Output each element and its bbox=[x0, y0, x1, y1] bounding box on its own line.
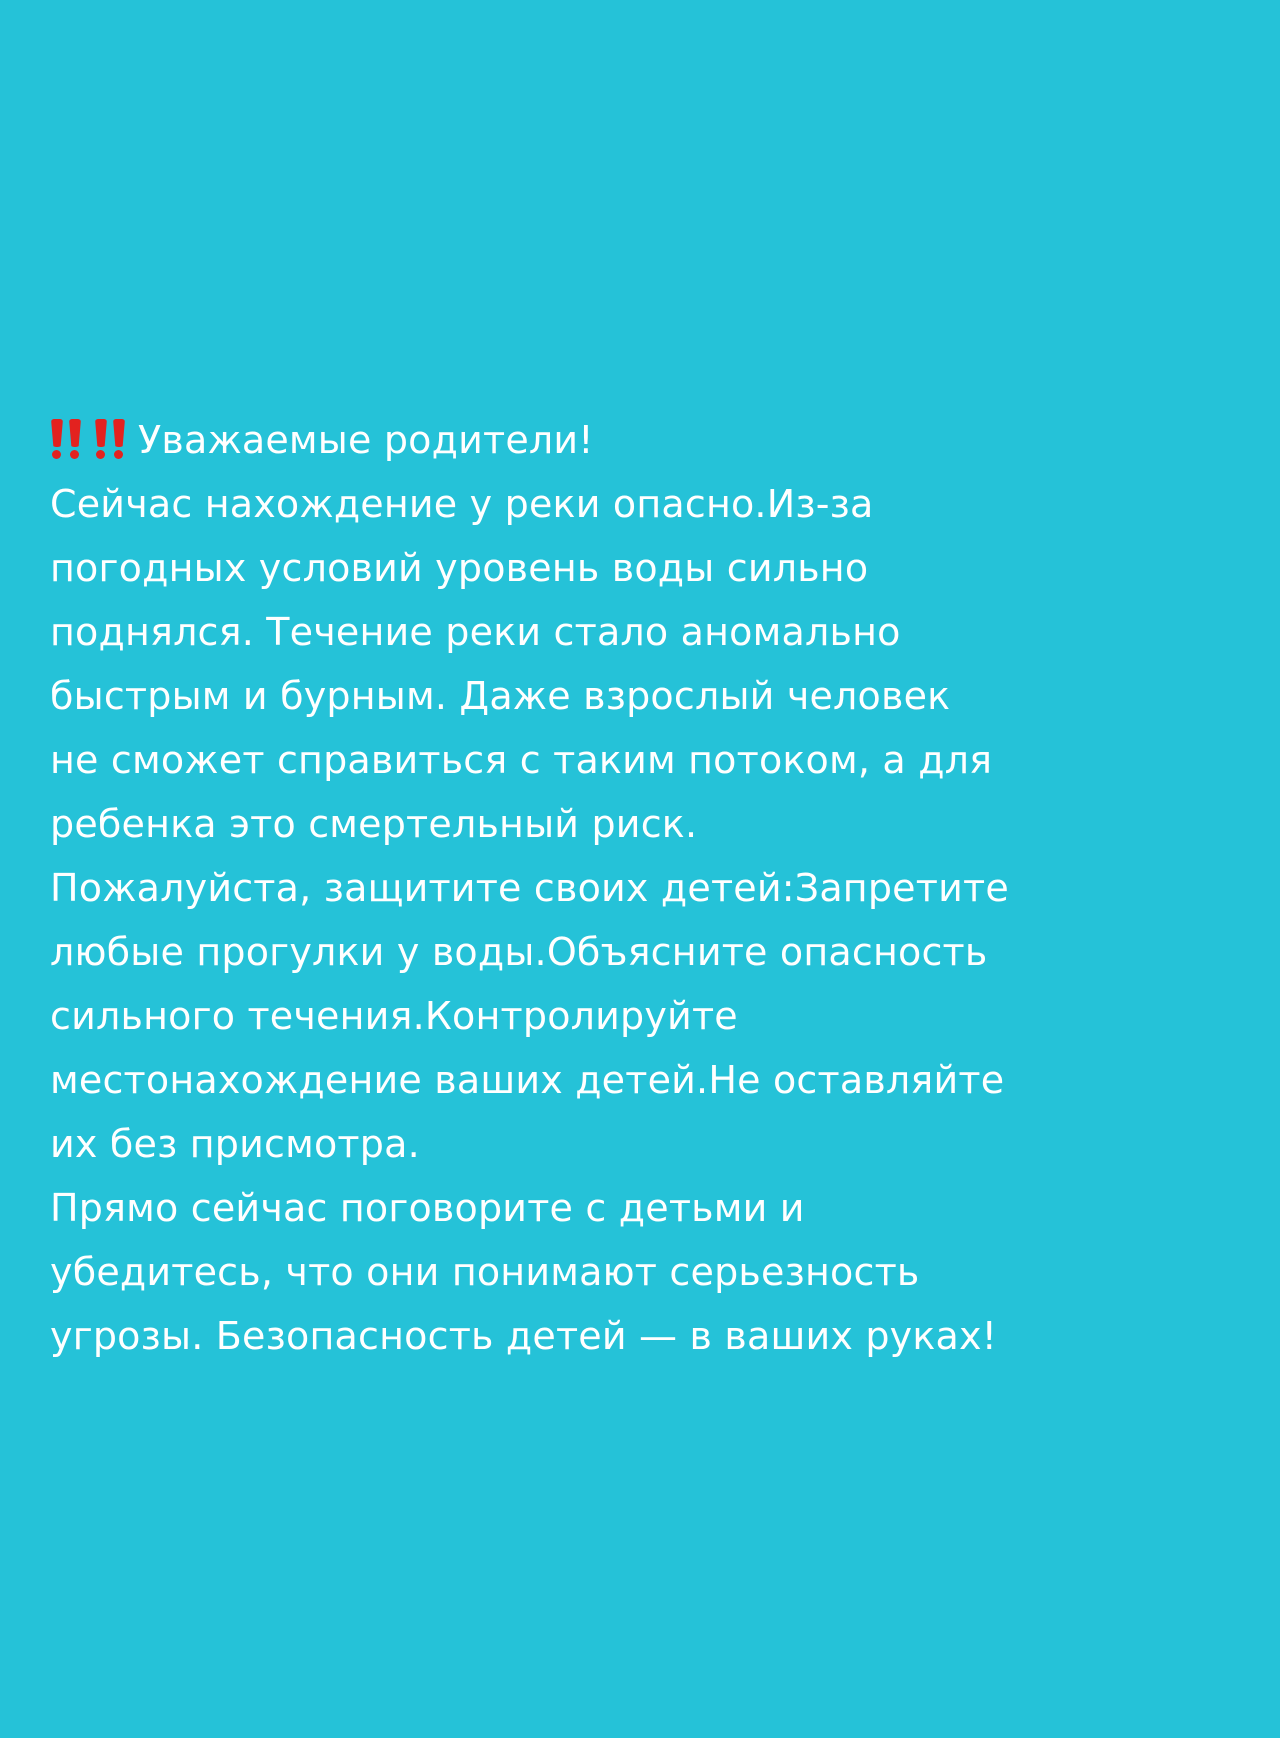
message-line: поднялся. Течение реки стало аномально bbox=[50, 610, 901, 654]
message-line: Пожалуйста, защитите своих детей:Запретите bbox=[50, 866, 1009, 910]
message-line: Сейчас нахождение у реки опасно.Из-за bbox=[50, 482, 874, 526]
message-line: ребенка это смертельный риск. bbox=[50, 802, 698, 846]
message-line: сильного течения.Контролируйте bbox=[50, 994, 738, 1038]
message-line: их без присмотра. bbox=[50, 1122, 420, 1166]
greeting-line bbox=[50, 408, 1250, 472]
message-line: Прямо сейчас поговорите с детьми и bbox=[50, 1186, 805, 1230]
message-line: не сможет справиться с таким потоком, а для bbox=[50, 738, 993, 782]
message-line: местонахождение ваших детей.Не оставляйте bbox=[50, 1058, 1005, 1102]
double-exclamation-icon bbox=[50, 419, 84, 459]
story-text bbox=[50, 408, 1250, 1368]
message-line: быстрым и бурным. Даже взрослый человек bbox=[50, 674, 951, 718]
double-exclamation-icon bbox=[94, 419, 128, 459]
message-line: любые прогулки у воды.Объясните опасность bbox=[50, 930, 988, 974]
message-line: угрозы. Безопасность детей — в ваших руках! bbox=[50, 1314, 998, 1358]
message-line: погодных условий уровень воды сильно bbox=[50, 546, 869, 590]
message-line: убедитесь, что они понимают серьезность bbox=[50, 1250, 920, 1294]
greeting-text: Уважаемые родители! bbox=[138, 418, 594, 462]
